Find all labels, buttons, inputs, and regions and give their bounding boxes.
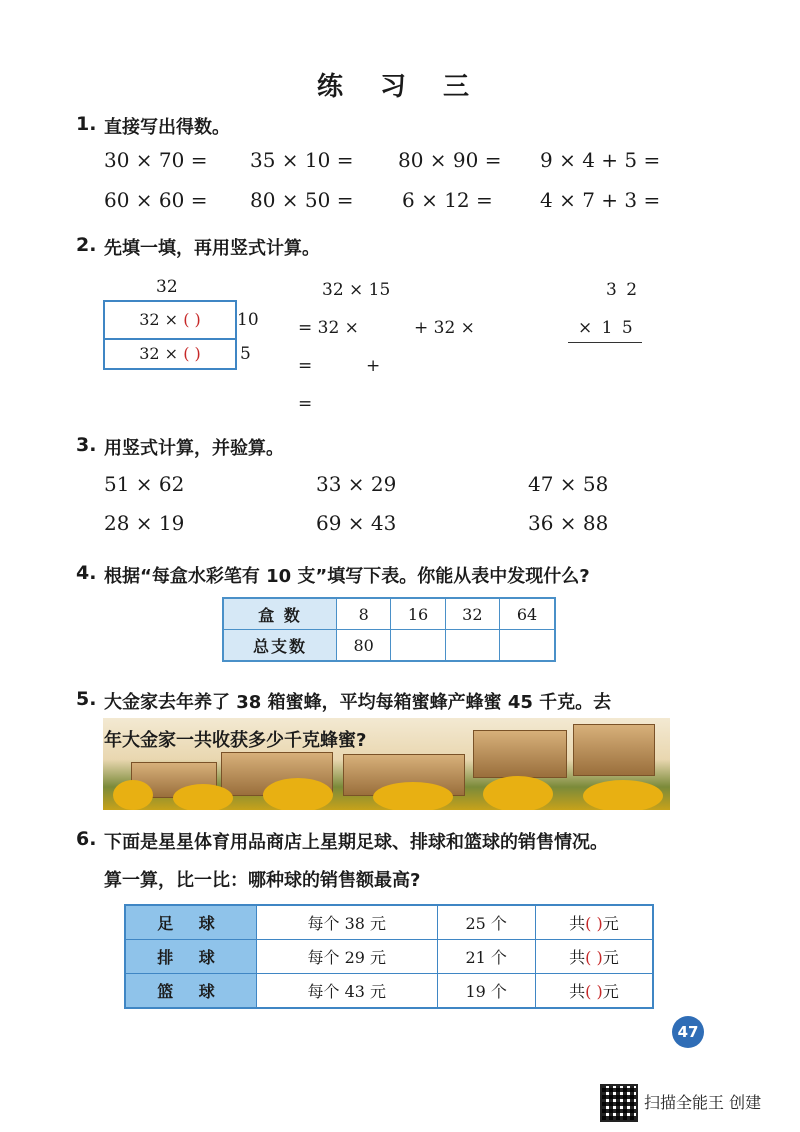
total-answer-blank[interactable]: ( )	[585, 914, 603, 933]
q2-box-top-label: 32	[156, 277, 178, 297]
total-answer-blank[interactable]: ( )	[585, 948, 603, 967]
q2-number: 2.	[76, 234, 97, 256]
table-row	[125, 974, 653, 1009]
q6-text-line2: 算一算，比一比：哪种球的销售额最高?	[104, 870, 421, 891]
q3-text: 用竖式计算，并验算。	[104, 438, 284, 459]
q1-expr: 6 × 12 =	[402, 188, 493, 212]
table-cell: 每个 38 元	[257, 905, 438, 940]
q5-number: 5.	[76, 688, 97, 710]
q2-box-row2-text: 32 ×	[139, 344, 179, 363]
flower-cluster	[263, 778, 333, 810]
qr-code-icon	[600, 1084, 638, 1122]
table-cell: 80	[337, 630, 391, 662]
table-cell: 每个 29 元	[257, 940, 438, 974]
table-cell: 每个 43 元	[257, 974, 438, 1009]
q2-expr-line2b: + 32 ×	[414, 318, 475, 338]
total-prefix: 共	[569, 914, 586, 933]
q1-expr: 80 × 90 =	[398, 148, 502, 172]
flower-cluster	[113, 780, 153, 810]
q2-expr-line3a: =	[298, 356, 313, 376]
q2-vertical-line	[568, 342, 642, 343]
flower-cluster	[483, 776, 553, 810]
q6-number: 6.	[76, 828, 97, 850]
table-header-cell: 足 球	[125, 905, 257, 940]
q2-expr-line1: 32 × 15	[322, 280, 391, 300]
q3-expr: 47 × 58	[528, 472, 609, 496]
total-prefix: 共	[569, 982, 586, 1001]
q2-side-label-2: 5	[240, 344, 251, 364]
total-answer-blank[interactable]: ( )	[585, 982, 603, 1001]
page-title: 练 习 三	[316, 72, 484, 102]
table-cell	[535, 974, 653, 1009]
table-cell: 16	[391, 598, 445, 630]
q1-expr: 30 × 70 =	[104, 148, 208, 172]
q2-expr-line4: =	[298, 394, 313, 414]
beehive-box	[473, 730, 567, 778]
q1-expr: 80 × 50 =	[250, 188, 354, 212]
beehive-box	[573, 724, 655, 776]
table-cell: 64	[499, 598, 555, 630]
q2-vertical-top: 3 2	[606, 280, 640, 300]
table-header-cell: 总支数	[223, 630, 337, 662]
table-cell: 32	[445, 598, 499, 630]
answer-cell[interactable]	[391, 630, 445, 662]
table-header-cell: 排 球	[125, 940, 257, 974]
table-row	[223, 598, 555, 630]
total-suffix: 元	[602, 948, 619, 967]
table-row	[125, 940, 653, 974]
q3-expr: 36 × 88	[528, 511, 609, 535]
q1-number: 1.	[76, 113, 97, 135]
q5-text-line2: 年大金家一共收获多少千克蜂蜜?	[104, 730, 367, 751]
q2-answer-blank[interactable]: ( )	[183, 344, 201, 363]
answer-cell[interactable]	[445, 630, 499, 662]
q2-area-box	[103, 300, 237, 370]
answer-cell[interactable]	[499, 630, 555, 662]
flower-cluster	[583, 780, 663, 810]
watermark-text: 扫描全能王 创建	[644, 1093, 762, 1112]
q3-number: 3.	[76, 434, 97, 456]
total-suffix: 元	[602, 914, 619, 933]
q4-table	[222, 597, 556, 662]
q2-text: 先填一填，再用竖式计算。	[104, 238, 320, 259]
flower-cluster	[173, 784, 233, 810]
table-row	[223, 630, 555, 662]
q2-box-row-2	[105, 340, 235, 368]
q1-text: 直接写出得数。	[104, 117, 230, 138]
q2-vertical-bottom: × 1 5	[578, 318, 635, 338]
table-row	[125, 905, 653, 940]
table-cell: 19 个	[437, 974, 535, 1009]
q1-expr: 9 × 4 + 5 =	[540, 148, 661, 172]
q4-number: 4.	[76, 562, 97, 584]
q2-expr-line2a: = 32 ×	[298, 318, 359, 338]
table-cell: 25 个	[437, 905, 535, 940]
total-prefix: 共	[569, 948, 586, 967]
q2-box-row-1	[105, 302, 235, 340]
table-cell: 21 个	[437, 940, 535, 974]
q3-expr: 51 × 62	[104, 472, 185, 496]
q3-expr: 33 × 29	[316, 472, 397, 496]
flower-cluster	[373, 782, 453, 810]
q3-expr: 69 × 43	[316, 511, 397, 535]
table-header-cell: 篮 球	[125, 974, 257, 1009]
q1-expr: 60 × 60 =	[104, 188, 208, 212]
q2-box-row1-text: 32 ×	[139, 310, 179, 329]
table-cell: 8	[337, 598, 391, 630]
total-suffix: 元	[602, 982, 619, 1001]
page-number-badge: 47	[672, 1016, 704, 1048]
q1-expr: 4 × 7 + 3 =	[540, 188, 661, 212]
q6-text-line1: 下面是星星体育用品商店上星期足球、排球和篮球的销售情况。	[104, 832, 608, 853]
table-cell	[535, 940, 653, 974]
q2-side-label-1: 10	[237, 310, 259, 330]
q6-sales-table	[124, 904, 654, 1009]
q2-expr-line3b: +	[366, 356, 381, 376]
q2-answer-blank[interactable]: ( )	[183, 310, 201, 329]
q1-expr: 35 × 10 =	[250, 148, 354, 172]
q4-text: 根据“每盒水彩笔有 10 支”填写下表。你能从表中发现什么?	[104, 566, 590, 587]
q5-text-line1: 大金家去年养了 38 箱蜜蜂，平均每箱蜜蜂产蜂蜜 45 千克。去	[104, 692, 612, 713]
table-header-cell: 盒 数	[223, 598, 337, 630]
q3-expr: 28 × 19	[104, 511, 185, 535]
table-cell	[535, 905, 653, 940]
